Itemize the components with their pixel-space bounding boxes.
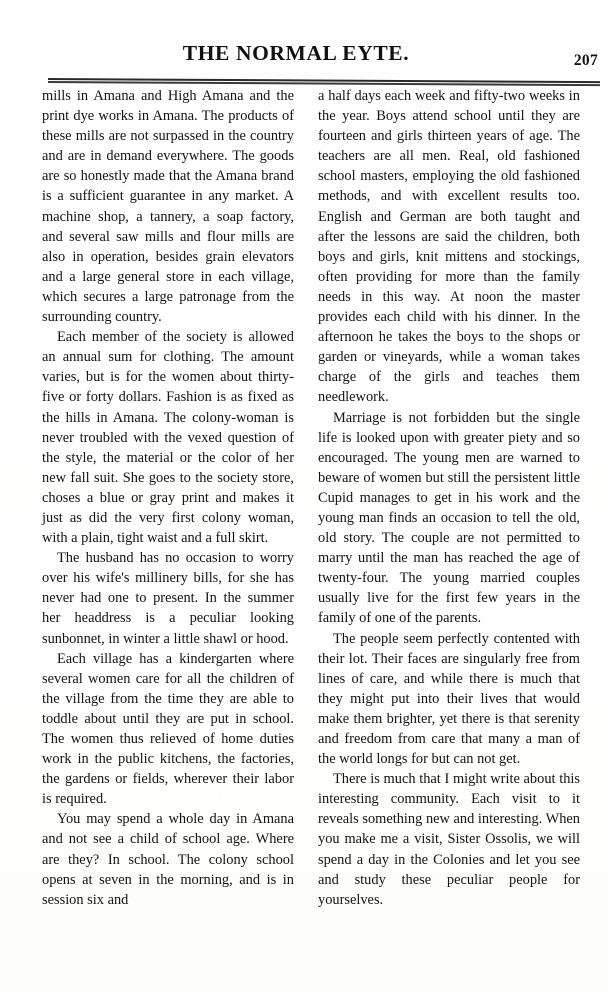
paragraph: Each village has a kindergarten where several women care for all the children of the village from the time they are able to toddle about until they are put in school. The women thus relieved of home duties work in the public kitchens, the factories, the gardens or fields, wherever their labor is required.	[42, 650, 294, 808]
paragraph: The people seem perfectly contented with their lot. Their faces are singularly free from lines of care, and while there is much that they might put into their lives that would make them brighter, yet there is that serenity and freedom from care that many a man of the world longs for but can not get.	[318, 630, 580, 768]
paragraph: a half days each week and fifty-two weeks in the year. Boys attend school until they are fourteen and girls thirteen years of age. The teachers are all men. Real, old fashioned school masters, employing the old fashioned methods, and with excellent results too. English and German are both taught and after the lessons are said the children, both boys and girls, knit mittens and stockings, often providing for more than the family needs in this way. At noon the master provides each child with his dinner. In the afternoon he takes the boys to the shops or garden or vineyards, while a woman takes charge of the girls and teaches them needlework.	[318, 88, 580, 406]
text-column-left	[42, 86, 294, 910]
paragraph: Each member of the society is allowed an annual sum for clothing. The amount varies, but is for the women about thirty-five or forty dollars. Fashion is as fixed as the hills in Amana. The colony-woman is never troubled with the vexed question of the style, the material or the color of her new fall suit. She goes to the society store, choses a blue or gray print and makes it just as did the very first colony woman, with a plain, tight waist and a full skirt.	[42, 329, 294, 547]
paragraph: There is much that I might write about this interesting community. Each visit to it reveals something new and interesting. When you make me a visit, Sister Ossolis, we will spend a day in the Colonies and let you see and study these peculiar people for yourselves.	[318, 771, 580, 908]
paragraph: Marriage is not forbidden but the single life is looked upon with greater piety and so encouraged. The young men are warned to beware of women but still the persistent little Cupid manages to get in his work and the young man finds an occasion to tell the old, old story. The couple are not permitted to marry until the man has reached the age of twenty-four. The young married couples usually live for the first few years in the family of one of the parents.	[318, 409, 580, 627]
page-number: 207	[573, 52, 598, 69]
header-divider-rule	[48, 78, 600, 86]
paragraph: The husband has no occasion to worry over his wife's millinery bills, for she has never had one to present. In the summer her headdress is a peculiar looking sunbonnet, in winter a little shawl or hood.	[42, 550, 294, 647]
text-column-right-clip	[318, 86, 608, 910]
paragraph: mills in Amana and High Amana and the print dye works in Amana. The products of these mills are not surpassed in the country and are in demand everywhere. The goods are so honestly made that the Amana brand is a sufficient guarantee in any market. A machine shop, a tannery, a soap factory, and several saw mills and flour mills are also in operation, besides grain elevators and a large general store in each village, which secures a large patronage from the surrounding country.	[42, 88, 294, 326]
page-masthead	[0, 41, 608, 75]
page-title: THE NORMAL EYTE.	[182, 41, 410, 65]
paragraph: You may spend a whole day in Amana and not see a child of school age. Where are they? In school. The colony school opens at seven in the morning, and is in session six and	[42, 811, 294, 908]
text-column-right	[318, 86, 580, 910]
